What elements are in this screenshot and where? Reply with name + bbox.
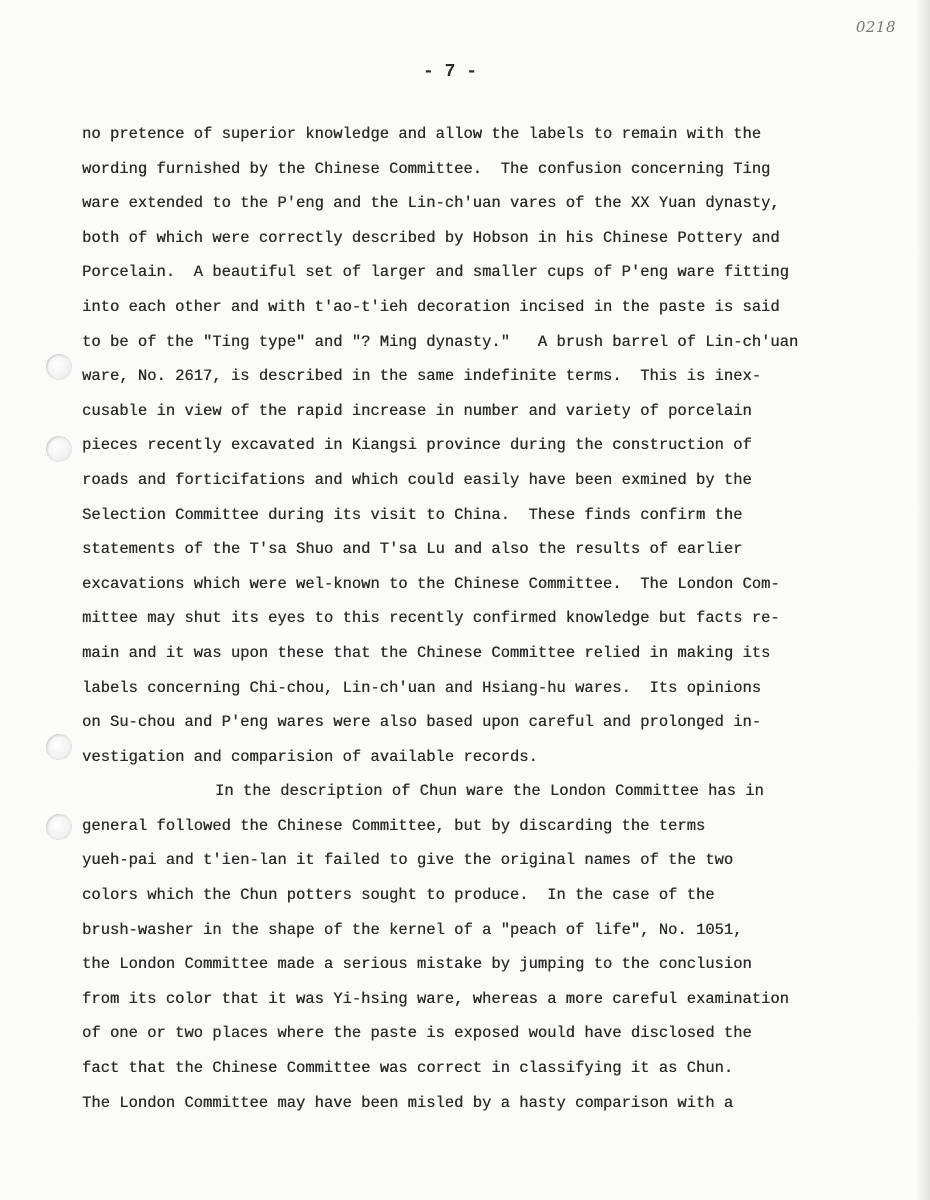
paragraph-first-line: In the description of Chun ware the London Committee has in (215, 782, 764, 801)
text-line: on Su-chou and P′eng wares were also based upon careful and prolonged in- (82, 713, 762, 732)
text-line: mittee may shut its eyes to this recently confirmed knowledge but facts re- (82, 609, 780, 628)
text-line: fact that the Chinese Committee was correct in classifying it as Chun. (82, 1059, 734, 1078)
text-line: colors which the Chun potters sought to produce. In the case of the (82, 886, 715, 905)
text-line: vestigation and comparision of available records. (82, 747, 538, 766)
punch-hole (46, 436, 72, 462)
text-line: ware, No. 2617, is described in the same indefinite terms. This is inex- (82, 367, 762, 386)
text-line: general followed the Chinese Committee, but by discarding the terms (82, 816, 706, 835)
punch-hole (46, 814, 72, 840)
text-line: to be of the "Ting type" and "? Ming dynasty." A brush barrel of Lin-ch′uan (82, 332, 799, 351)
text-line: labels concerning Chi-chou, Lin-ch′uan and Hsiang-hu wares. Its opinions (82, 678, 762, 697)
text-line: brush-washer in the shape of the kernel of a "peach of life", No. 1051, (82, 920, 743, 939)
text-line: Porcelain. A beautiful set of larger and smaller cups of P′eng ware fitting (82, 263, 789, 282)
archive-number: 0218 (855, 18, 896, 36)
text-line: ware extended to the P′eng and the Lin-ch′uan vares of the XX Yuan dynasty, (82, 194, 780, 213)
text-line: statements of the T′sa Shuo and T′sa Lu and also the results of earlier (82, 540, 743, 559)
text-line: The London Committee may have been misled by a hasty comparison with a (82, 1093, 734, 1112)
punch-hole (46, 354, 72, 380)
text-line: pieces recently excavated in Kiangsi province during the construction of (82, 436, 752, 455)
text-line: from its color that it was Yi-hsing ware, whereas a more careful examination (82, 989, 789, 1008)
punch-hole (46, 734, 72, 760)
page-edge-shadow (916, 0, 930, 1200)
text-line: yueh-pai and t′ien-lan it failed to give the original names of the two (82, 851, 734, 870)
text-line: wording furnished by the Chinese Committee. The confusion concerning Ting (82, 159, 771, 178)
text-line: excavations which were wel-known to the Chinese Committee. The London Com- (82, 574, 780, 593)
text-line: into each other and with t′ao-t′ieh decoration incised in the paste is said (82, 297, 780, 316)
text-line: cusable in view of the rapid increase in number and variety of porcelain (82, 401, 752, 420)
text-line: both of which were correctly described by Hobson in his Chinese Pottery and (82, 228, 780, 247)
text-line: no pretence of superior knowledge and allow the labels to remain with the (82, 125, 762, 143)
text-line: main and it was upon these that the Chinese Committee relied in making its (82, 643, 771, 662)
body-text (82, 117, 882, 1120)
text-line: roads and forticifations and which could easily have been exmined by the (82, 470, 752, 489)
text-line: of one or two places where the paste is exposed would have disclosed the (82, 1024, 752, 1043)
text-line: Selection Committee during its visit to China. These finds confirm the (82, 505, 743, 524)
text-line: the London Committee made a serious mistake by jumping to the conclusion (82, 955, 752, 974)
page-number: - 7 - (422, 62, 477, 82)
